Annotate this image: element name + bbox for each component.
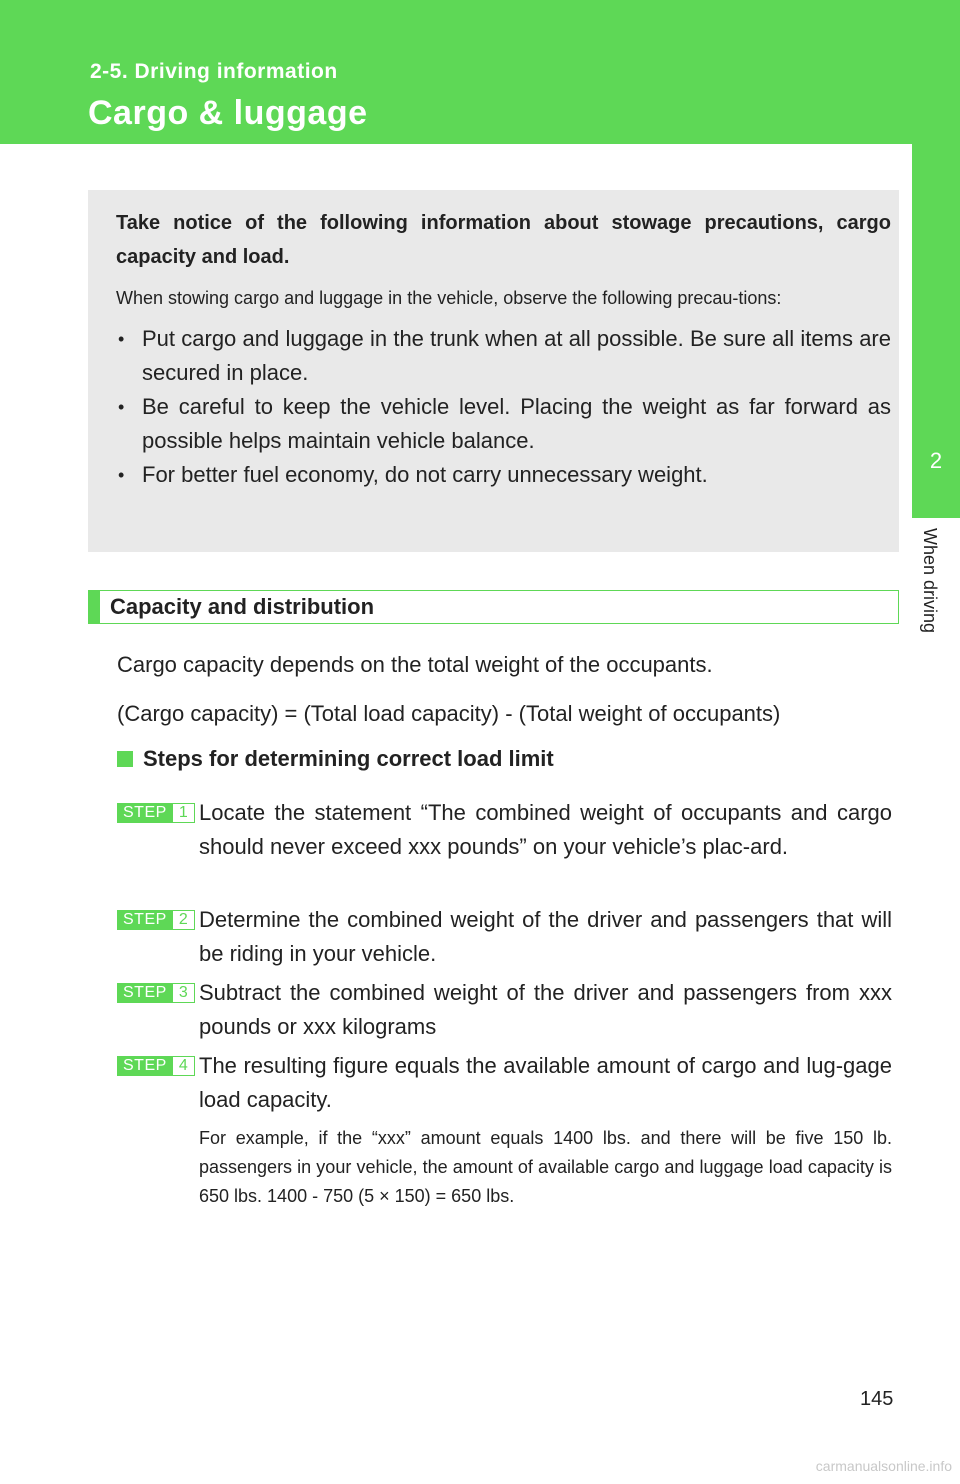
step-4 [117, 1049, 892, 1117]
chapter-number: 2 [929, 448, 943, 473]
steps-subtitle [117, 746, 554, 772]
square-bullet-icon [117, 751, 133, 767]
page-number: 145 [860, 1388, 894, 1410]
example-note: For example, if the “xxx” amount equals 1400 lbs. and there will be five 150 lb. passengers in your vehicle, the amount of available cargo and luggage load capacity is 650 lbs. 1400 - 750 (5 × 150) = 650 lbs. [199, 1128, 892, 1206]
header-band [0, 0, 960, 144]
step-1 [117, 796, 892, 864]
step-badge [117, 910, 195, 930]
watermark: carmanualsonline.info [815, 1458, 952, 1474]
list-item: • Put cargo and luggage in the trunk when at all possible. Be sure all items are secured in place. [116, 322, 891, 390]
list-item: • Be careful to keep the vehicle level. Placing the weight as far forward as possible helps maintain vehicle balance. [116, 390, 891, 458]
intro-lead: Take notice of the following information about stowage precautions, cargo capacity and load. [116, 212, 891, 268]
step-badge [117, 803, 195, 823]
paragraph-capacity: Cargo capacity depends on the total weight of the occupants. [117, 652, 713, 677]
chapter-label: When driving [920, 528, 940, 634]
step-badge-label: STEP [117, 803, 173, 823]
section-label: 2-5. Driving information [90, 60, 338, 83]
step-badge-number: 4 [173, 1056, 195, 1076]
step-badge-label: STEP [117, 910, 173, 930]
step-text: Determine the combined weight of the driver and passengers that will be riding in your vehicle. [199, 907, 892, 966]
step-text: Subtract the combined weight of the driver and passengers from xxx pounds or xxx kilograms [199, 980, 892, 1039]
step-badge-number: 2 [173, 910, 195, 930]
intro-box [88, 190, 899, 552]
step-badge-label: STEP [117, 983, 173, 1003]
steps-subtitle-text: Steps for determining correct load limit [143, 746, 554, 771]
step-text: The resulting figure equals the available amount of cargo and lug-gage load capacity. [199, 1053, 892, 1112]
heading-accent-bar [88, 590, 100, 624]
step-badge-number: 3 [173, 983, 195, 1003]
precaution-list [116, 322, 891, 492]
step-badge-number: 1 [173, 803, 195, 823]
step-badge-label: STEP [117, 1056, 173, 1076]
section-heading-text: Capacity and distribution [110, 594, 375, 619]
step-3 [117, 976, 892, 1044]
step-text: Locate the statement “The combined weight of occupants and cargo should never exceed xxx pounds” on your vehicle’s plac-ard. [199, 800, 892, 859]
section-heading [88, 590, 899, 624]
list-item: • For better fuel economy, do not carry unnecessary weight. [116, 458, 891, 492]
step-badge [117, 1056, 195, 1076]
step-2 [117, 903, 892, 971]
paragraph-formula: (Cargo capacity) = (Total load capacity) - (Total weight of occupants) [117, 701, 781, 726]
step-badge [117, 983, 195, 1003]
intro-note: When stowing cargo and luggage in the vehicle, observe the following precau-tions: [116, 288, 782, 308]
page-title: Cargo & luggage [88, 94, 368, 132]
